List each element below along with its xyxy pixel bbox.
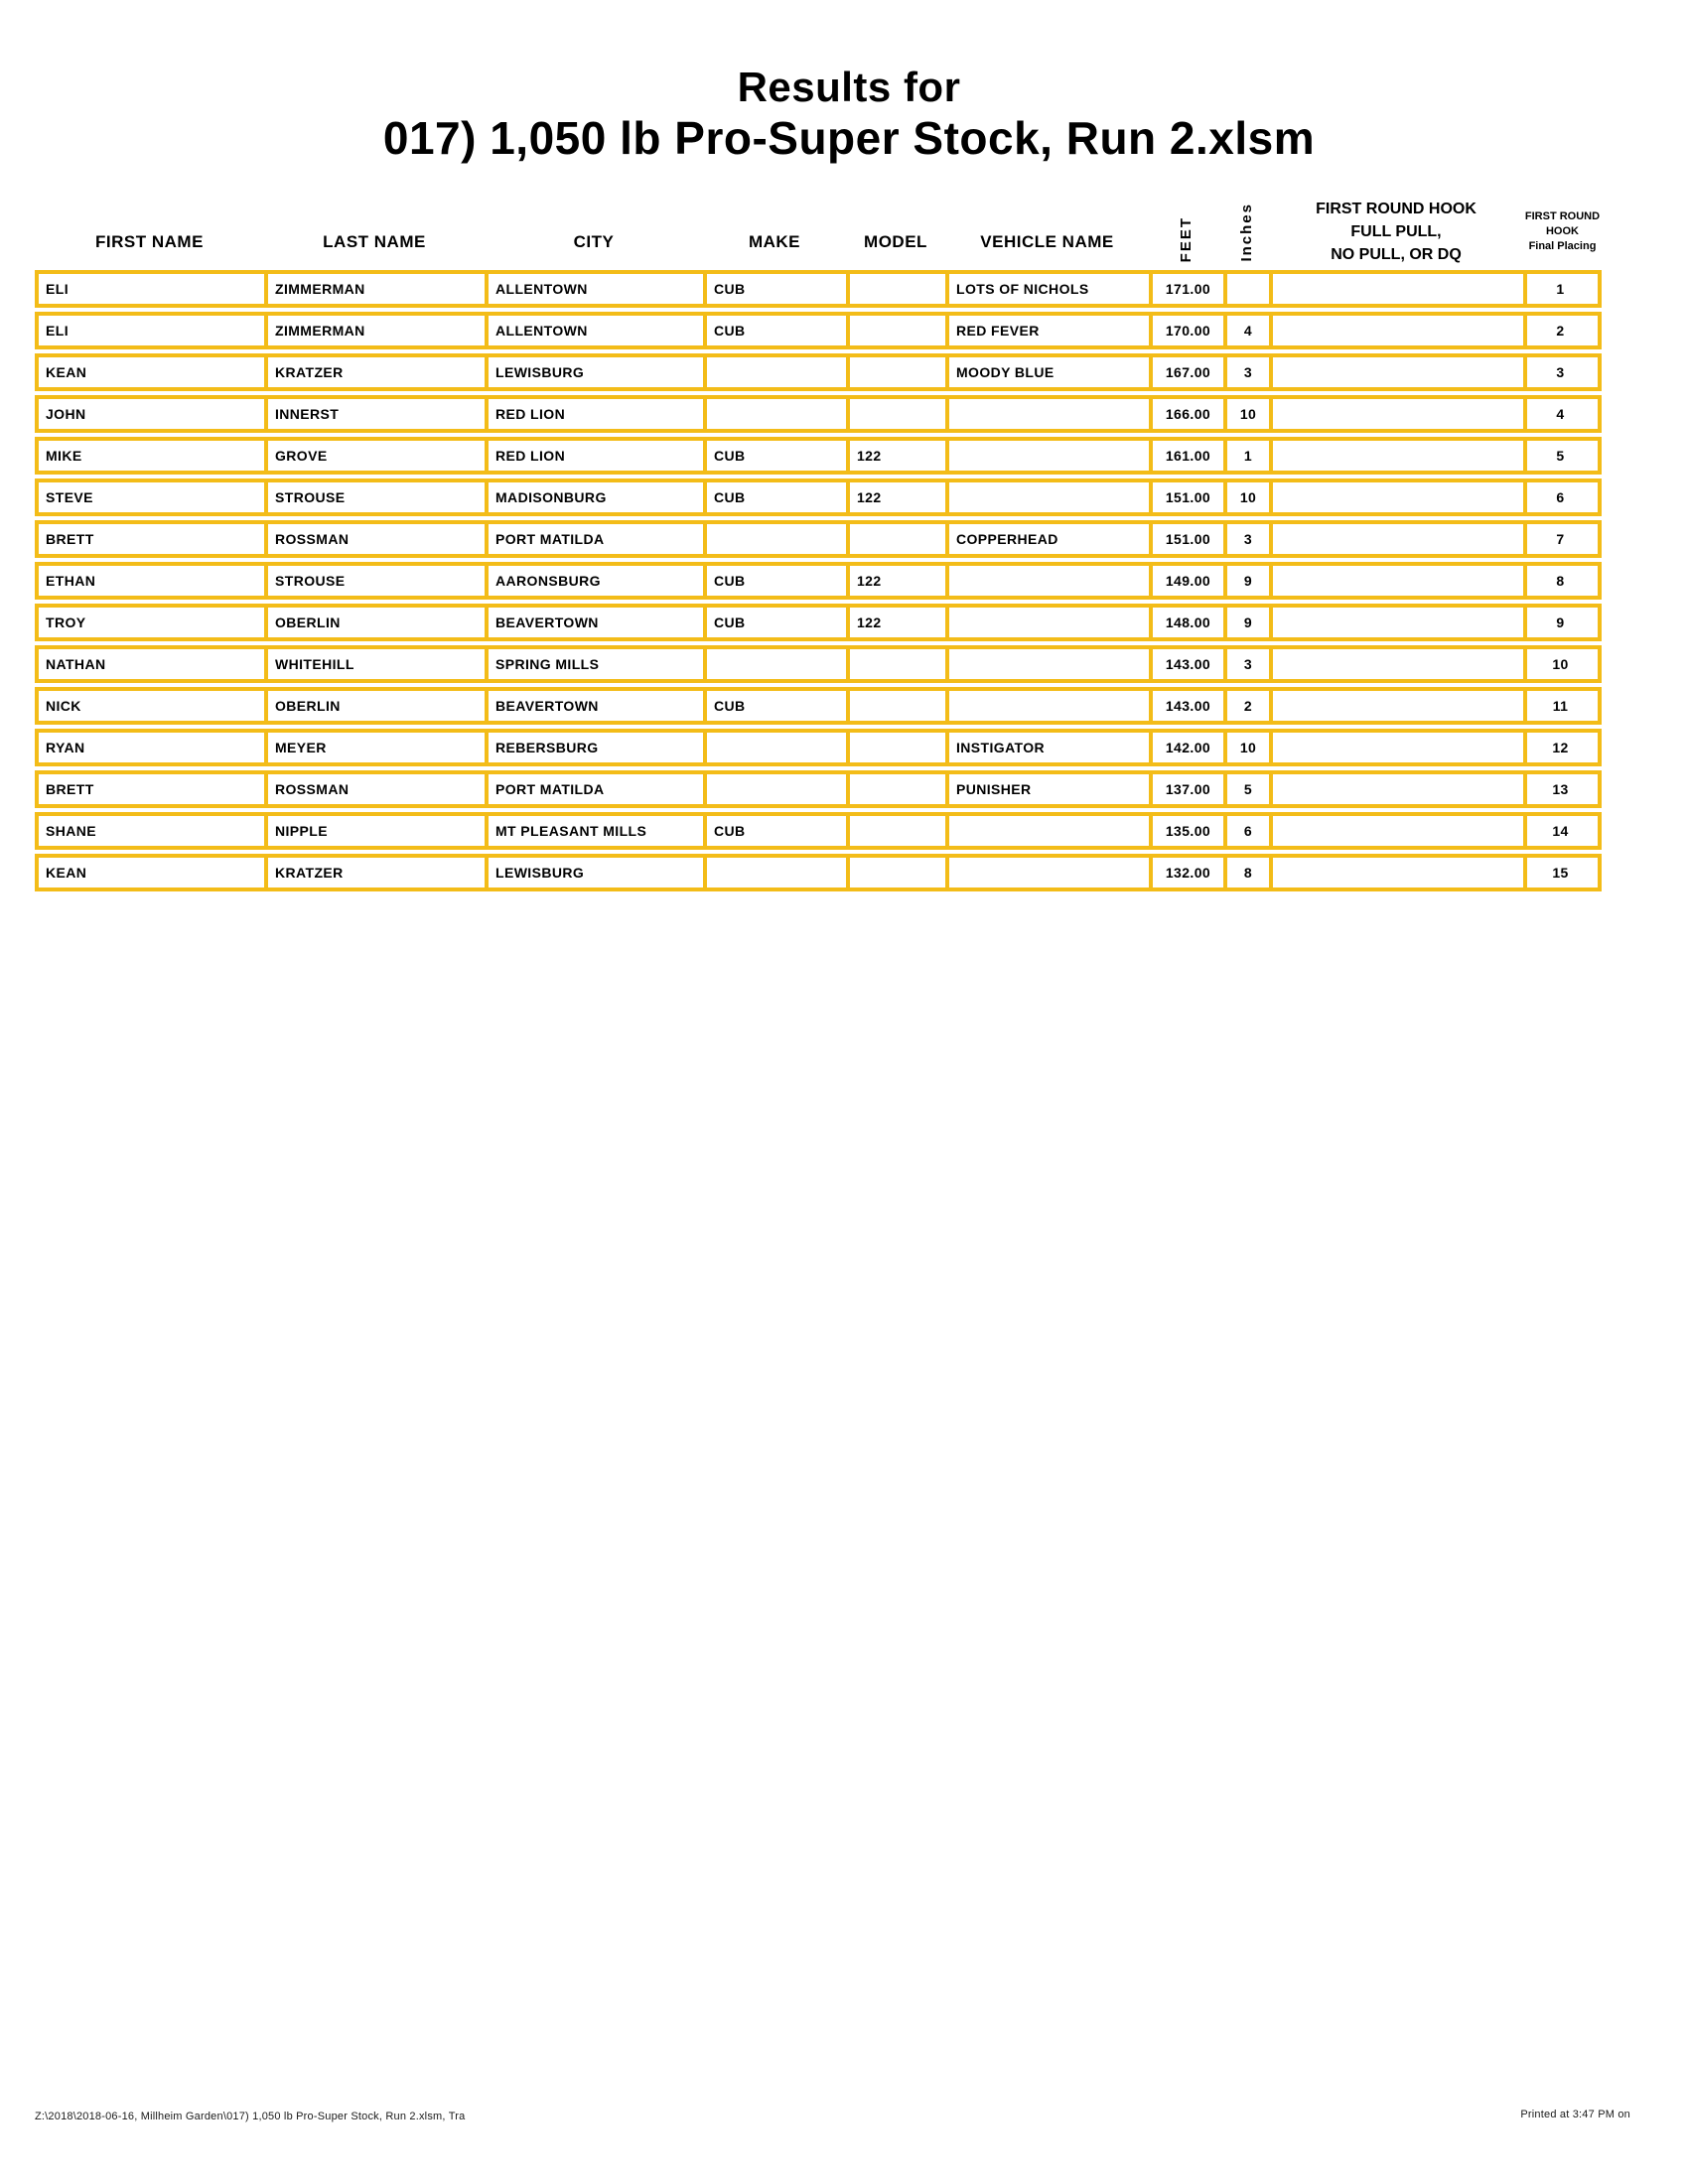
cell-make: CUB [703, 274, 846, 304]
cell-first-round-hook [1269, 858, 1523, 887]
hook-header-line2: FULL PULL, [1350, 223, 1442, 240]
table-row [35, 478, 1602, 516]
hook-header-line3: NO PULL, OR DQ [1331, 246, 1462, 263]
cell-last-name: ROSSMAN [264, 774, 485, 804]
table-header-row [35, 169, 1602, 270]
table-row [35, 645, 1602, 683]
cell-vehicle-name [945, 816, 1149, 846]
cell-inches: 2 [1223, 691, 1269, 721]
cell-vehicle-name: INSTIGATOR [945, 733, 1149, 762]
cell-first-round-hook [1269, 357, 1523, 387]
table-row [35, 812, 1602, 850]
table-row [35, 854, 1602, 891]
cell-make: CUB [703, 816, 846, 846]
cell-vehicle-name [945, 482, 1149, 512]
cell-model: 122 [846, 482, 945, 512]
cell-city: ALLENTOWN [485, 274, 703, 304]
cell-feet: 151.00 [1149, 482, 1223, 512]
cell-feet: 170.00 [1149, 316, 1223, 345]
cell-last-name: ZIMMERMAN [264, 316, 485, 345]
cell-vehicle-name: RED FEVER [945, 316, 1149, 345]
table-row [35, 270, 1602, 308]
cell-first-name: KEAN [46, 865, 87, 881]
cell-inches: 1 [1223, 441, 1269, 471]
cell-inches: 3 [1223, 357, 1269, 387]
file-title: 017) 1,050 lb Pro-Super Stock, Run 2.xlsm [382, 112, 1316, 164]
cell-last-name: WHITEHILL [264, 649, 485, 679]
cell-first-name: STEVE [46, 489, 93, 505]
cell-vehicle-name [945, 399, 1149, 429]
table-row [35, 312, 1602, 349]
cell-final-placing: 1 [1523, 274, 1594, 304]
cell-feet: 171.00 [1149, 274, 1223, 304]
cell-model: 122 [846, 566, 945, 596]
cell-first-name: NICK [46, 698, 81, 714]
cell-vehicle-name: LOTS OF NICHOLS [945, 274, 1149, 304]
cell-city: REBERSBURG [485, 733, 703, 762]
cell-first-round-hook [1269, 816, 1523, 846]
cell-model [846, 399, 945, 429]
cell-inches: 6 [1223, 816, 1269, 846]
cell-inches [1223, 274, 1269, 304]
table-row [35, 770, 1602, 808]
cell-first-round-hook [1269, 691, 1523, 721]
column-header-final-placing [1525, 209, 1600, 270]
cell-feet: 143.00 [1149, 691, 1223, 721]
cell-last-name: STROUSE [264, 482, 485, 512]
cell-city: BEAVERTOWN [485, 691, 703, 721]
cell-make: CUB [703, 608, 846, 637]
cell-city: RED LION [485, 441, 703, 471]
cell-city: RED LION [485, 399, 703, 429]
cell-vehicle-name: PUNISHER [945, 774, 1149, 804]
placing-header-line1: FIRST ROUND [1524, 210, 1601, 222]
cell-last-name: MEYER [264, 733, 485, 762]
cell-first-name: MIKE [46, 448, 82, 464]
column-header-last-name: LAST NAME [323, 232, 426, 251]
cell-first-round-hook [1269, 733, 1523, 762]
cell-feet: 132.00 [1149, 858, 1223, 887]
cell-last-name: NIPPLE [264, 816, 485, 846]
hook-header-line1: FIRST ROUND HOOK [1316, 201, 1477, 217]
cell-final-placing: 12 [1523, 733, 1594, 762]
cell-inches: 8 [1223, 858, 1269, 887]
cell-city: SPRING MILLS [485, 649, 703, 679]
column-header-make: MAKE [748, 232, 801, 251]
cell-city: ALLENTOWN [485, 316, 703, 345]
placing-header-line2: HOOK [1545, 225, 1579, 237]
cell-first-round-hook [1269, 399, 1523, 429]
cell-make [703, 733, 846, 762]
cell-city: AARONSBURG [485, 566, 703, 596]
cell-city: MADISONBURG [485, 482, 703, 512]
cell-model: 122 [846, 441, 945, 471]
cell-feet: 137.00 [1149, 774, 1223, 804]
cell-first-name: NATHAN [46, 656, 106, 672]
table-row [35, 562, 1602, 600]
cell-vehicle-name [945, 649, 1149, 679]
cell-first-name: ELI [46, 323, 69, 339]
cell-first-round-hook [1269, 524, 1523, 554]
cell-vehicle-name [945, 691, 1149, 721]
cell-first-round-hook [1269, 274, 1523, 304]
cell-inches: 3 [1223, 524, 1269, 554]
cell-last-name: GROVE [264, 441, 485, 471]
cell-first-name: JOHN [46, 406, 86, 422]
cell-final-placing: 11 [1523, 691, 1594, 721]
cell-last-name: ZIMMERMAN [264, 274, 485, 304]
cell-make [703, 858, 846, 887]
cell-last-name: OBERLIN [264, 608, 485, 637]
cell-model [846, 274, 945, 304]
cell-final-placing: 15 [1523, 858, 1594, 887]
table-row [35, 687, 1602, 725]
cell-feet: 151.00 [1149, 524, 1223, 554]
cell-inches: 4 [1223, 316, 1269, 345]
cell-vehicle-name [945, 858, 1149, 887]
cell-last-name: INNERST [264, 399, 485, 429]
cell-last-name: KRATZER [264, 357, 485, 387]
cell-city: MT PLEASANT MILLS [485, 816, 703, 846]
placing-header-line3: Final Placing [1528, 240, 1597, 252]
cell-final-placing: 14 [1523, 816, 1594, 846]
cell-city: PORT MATILDA [485, 774, 703, 804]
cell-first-round-hook [1269, 608, 1523, 637]
cell-last-name: STROUSE [264, 566, 485, 596]
cell-first-name: BRETT [46, 531, 94, 547]
cell-feet: 166.00 [1149, 399, 1223, 429]
cell-inches: 5 [1223, 774, 1269, 804]
footer-printed-at: Printed at 3:47 PM on [1520, 2109, 1630, 2120]
cell-make: CUB [703, 566, 846, 596]
cell-final-placing: 10 [1523, 649, 1594, 679]
column-header-first-round-hook [1316, 198, 1477, 270]
cell-city: LEWISBURG [485, 357, 703, 387]
cell-make: CUB [703, 691, 846, 721]
cell-make [703, 774, 846, 804]
cell-vehicle-name [945, 441, 1149, 471]
cell-first-round-hook [1269, 649, 1523, 679]
cell-inches: 9 [1223, 608, 1269, 637]
cell-final-placing: 3 [1523, 357, 1594, 387]
cell-city: BEAVERTOWN [485, 608, 703, 637]
cell-first-round-hook [1269, 774, 1523, 804]
cell-first-round-hook [1269, 316, 1523, 345]
cell-make [703, 524, 846, 554]
cell-first-name: RYAN [46, 740, 85, 755]
cell-final-placing: 2 [1523, 316, 1594, 345]
table-row [35, 395, 1602, 433]
results-table [35, 169, 1602, 895]
cell-inches: 3 [1223, 649, 1269, 679]
cell-feet: 167.00 [1149, 357, 1223, 387]
column-header-inches: Inches [1237, 203, 1255, 262]
cell-make: CUB [703, 482, 846, 512]
cell-final-placing: 7 [1523, 524, 1594, 554]
cell-model [846, 733, 945, 762]
cell-inches: 10 [1223, 399, 1269, 429]
column-header-model: MODEL [864, 232, 927, 251]
table-row [35, 353, 1602, 391]
cell-first-name: SHANE [46, 823, 97, 839]
column-header-first-name: FIRST NAME [95, 232, 204, 251]
cell-vehicle-name [945, 566, 1149, 596]
column-header-vehicle-name: VEHICLE NAME [980, 232, 1114, 251]
cell-model [846, 357, 945, 387]
cell-model [846, 816, 945, 846]
cell-model [846, 774, 945, 804]
cell-last-name: KRATZER [264, 858, 485, 887]
cell-inches: 10 [1223, 733, 1269, 762]
cell-model [846, 858, 945, 887]
cell-final-placing: 9 [1523, 608, 1594, 637]
cell-model [846, 649, 945, 679]
cell-last-name: ROSSMAN [264, 524, 485, 554]
table-row [35, 437, 1602, 475]
cell-first-name: ETHAN [46, 573, 96, 589]
column-header-city: CITY [573, 232, 615, 251]
cell-model [846, 691, 945, 721]
page-title: Results for [737, 64, 961, 110]
cell-feet: 143.00 [1149, 649, 1223, 679]
cell-vehicle-name [945, 608, 1149, 637]
cell-first-round-hook [1269, 482, 1523, 512]
cell-first-name: ELI [46, 281, 69, 297]
cell-city: LEWISBURG [485, 858, 703, 887]
cell-first-round-hook [1269, 441, 1523, 471]
cell-final-placing: 5 [1523, 441, 1594, 471]
cell-feet: 142.00 [1149, 733, 1223, 762]
cell-inches: 10 [1223, 482, 1269, 512]
cell-model [846, 524, 945, 554]
cell-final-placing: 6 [1523, 482, 1594, 512]
cell-make [703, 399, 846, 429]
table-row [35, 729, 1602, 766]
cell-last-name: OBERLIN [264, 691, 485, 721]
cell-first-name: BRETT [46, 781, 94, 797]
cell-first-name: KEAN [46, 364, 87, 380]
cell-final-placing: 8 [1523, 566, 1594, 596]
cell-feet: 149.00 [1149, 566, 1223, 596]
cell-feet: 148.00 [1149, 608, 1223, 637]
cell-make [703, 649, 846, 679]
cell-city: PORT MATILDA [485, 524, 703, 554]
cell-first-name: TROY [46, 614, 86, 630]
cell-vehicle-name: COPPERHEAD [945, 524, 1149, 554]
results-table-body [35, 270, 1602, 891]
footer-file-path: Z:\2018\2018-06-16, Millheim Garden\017) 1,050 lb Pro-Super Stock, Run 2.xlsm, Tra [35, 2111, 466, 2122]
column-header-feet: FEET [1178, 215, 1195, 262]
cell-final-placing: 4 [1523, 399, 1594, 429]
cell-make: CUB [703, 441, 846, 471]
table-row [35, 520, 1602, 558]
cell-make [703, 357, 846, 387]
cell-final-placing: 13 [1523, 774, 1594, 804]
table-row [35, 604, 1602, 641]
cell-feet: 135.00 [1149, 816, 1223, 846]
cell-make: CUB [703, 316, 846, 345]
cell-vehicle-name: MOODY BLUE [945, 357, 1149, 387]
cell-inches: 9 [1223, 566, 1269, 596]
cell-model [846, 316, 945, 345]
cell-feet: 161.00 [1149, 441, 1223, 471]
cell-first-round-hook [1269, 566, 1523, 596]
cell-model: 122 [846, 608, 945, 637]
